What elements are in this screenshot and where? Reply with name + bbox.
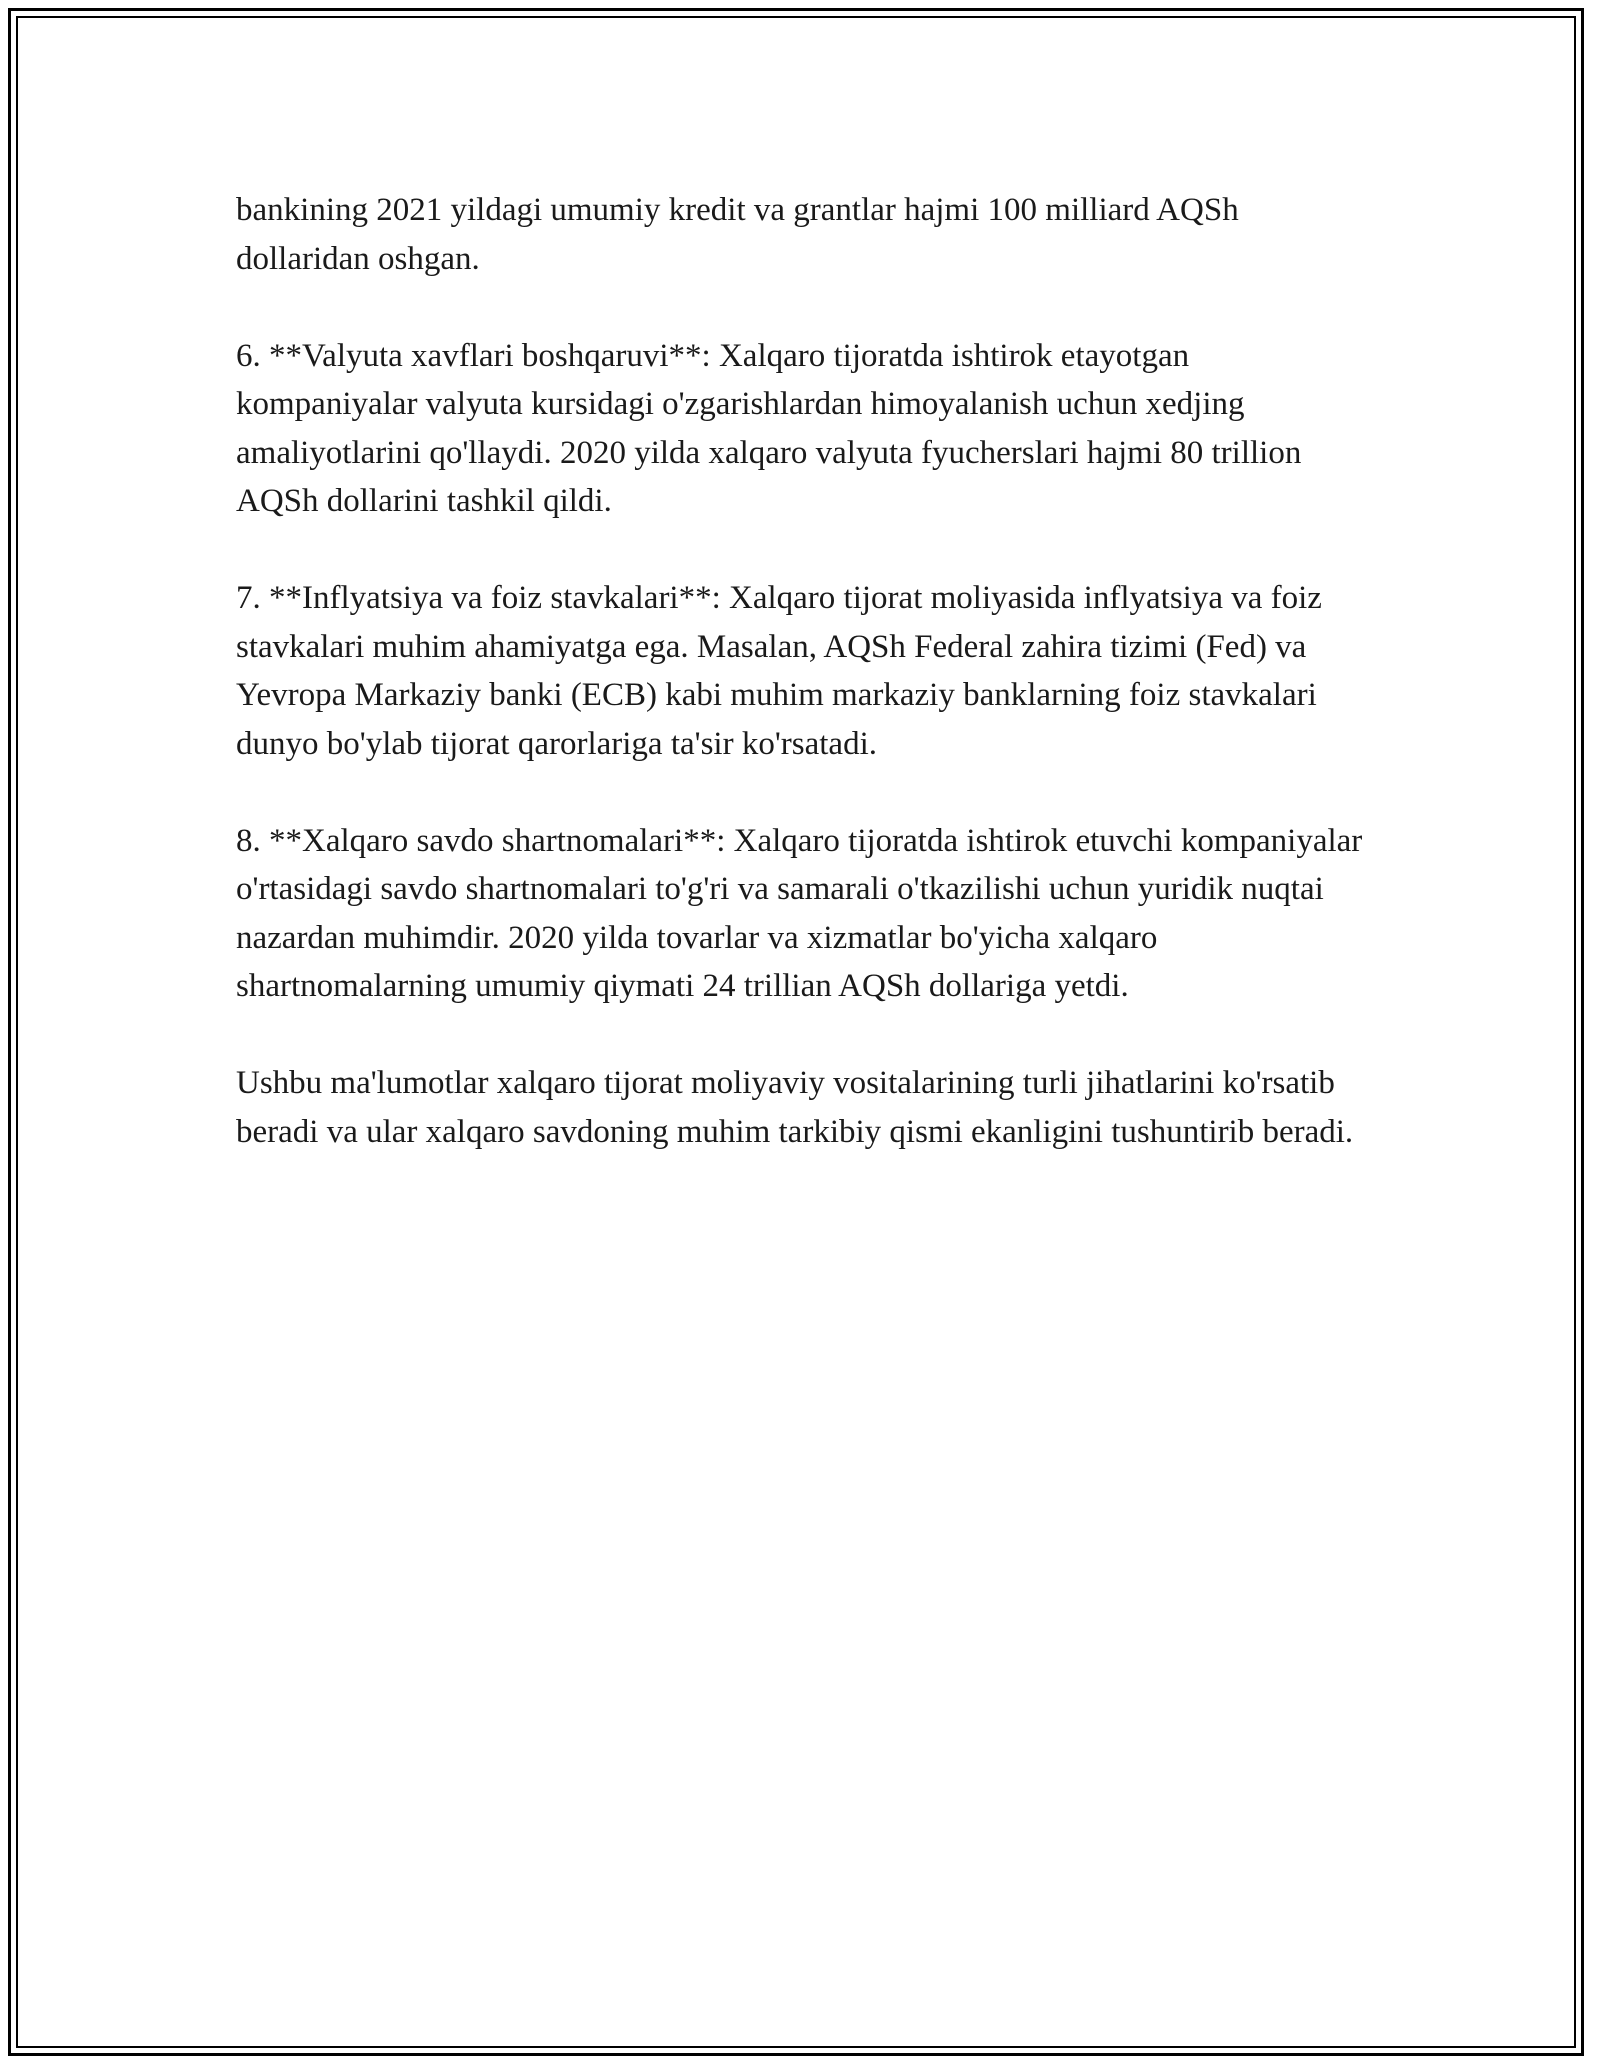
paragraph-conclusion: Ushbu ma'lumotlar xalqaro tijorat moliyaviy vositalarining turli jihatlarini ko'rsatib beradi va ular xalqaro savdoning muhim tarkibiy qismi ekanligini tushuntirib beradi. [236,1065,1354,1150]
paragraph-inflation-interest: 7. **Inflyatsiya va foiz stavkalari**: Xalqaro tijorat moliyasida inflyatsiya va foiz stavkalari muhim ahamiyatga ega. Masalan, AQSh Federal zahira tizimi (Fed) va Yevropa Markaziy banki (ECB) kabi muhim markaziy banklarning foiz stavkalari dunyo bo'ylab tijorat qarorlariga ta'sir ko'rsatadi. [236,580,1322,762]
paragraph-currency-risk: 6. **Valyuta xavflari boshqaruvi**: Xalqaro tijoratda ishtirok etayotgan kompaniyalar valyuta kursidagi o'zgarishlardan himoyalanish uchun xedjing amaliyotlarini qo'llaydi. 2020 yilda xalqaro valyuta fyucherslari hajmi 80 trillion AQSh dollarini tashkil qildi. [236,337,1302,519]
document-body [236,186,1376,1205]
paragraph-trade-agreements: 8. **Xalqaro savdo shartnomalari**: Xalqaro tijoratda ishtirok etuvchi kompaniyalar o'rtasidagi savdo shartnomalari to'g'ri va samarali o'tkazilishi uchun yuridik nuqtai nazardan muhimdir. 2020 yilda tovarlar va xizmatlar bo'yicha xalqaro shartnomalarning umumiy qiymati 24 trillian AQSh dollariga yetdi. [236,822,1363,1004]
paragraph-continuation: bankining 2021 yildagi umumiy kredit va grantlar hajmi 100 milliard AQSh dollaridan oshgan. [236,192,1239,277]
